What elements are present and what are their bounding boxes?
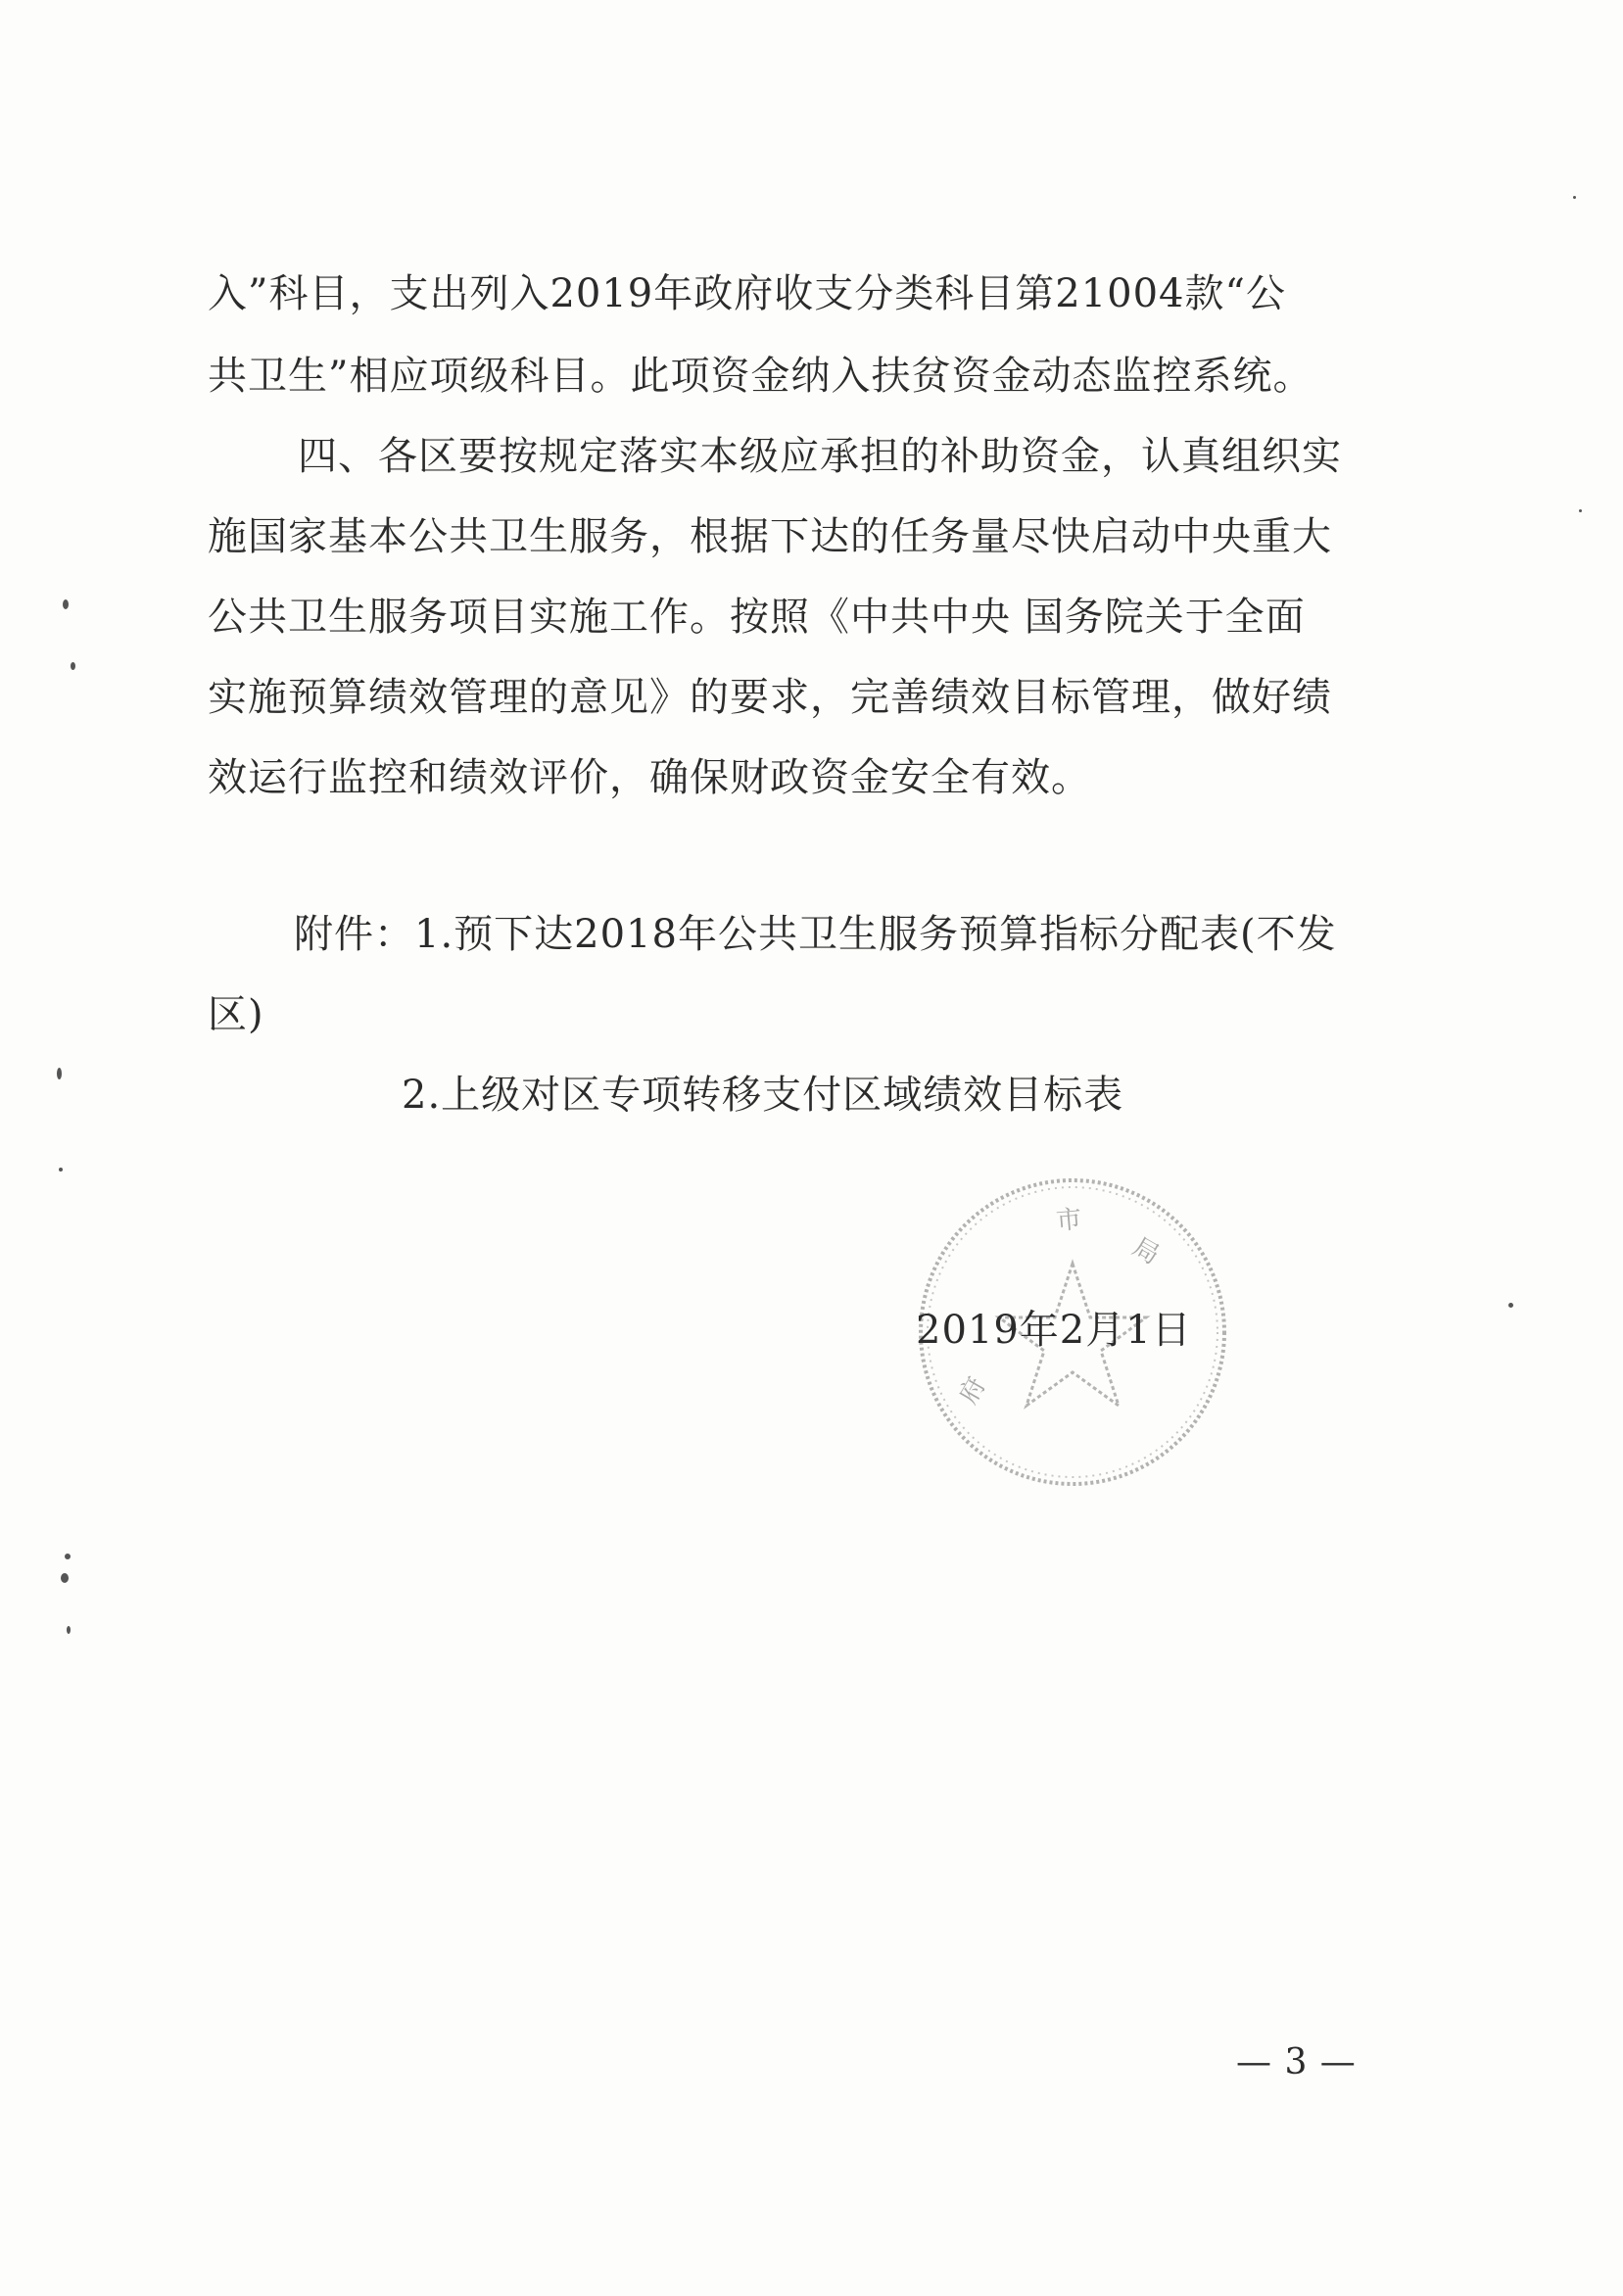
seal-text-right: 局	[1126, 1232, 1165, 1271]
attachment-2: 2.上级对区专项转移支付区域绩效目标表	[402, 1073, 1124, 1118]
signature-date: 2019年2月1日	[916, 1308, 1192, 1353]
body-line-2: 共卫生”相应项级科目。此项资金纳入扶贫资金动态监控系统。	[208, 354, 1313, 399]
body-line-1: 入”科目，支出列入2019年政府收支分类科目第21004款“公	[208, 271, 1286, 316]
page-number: — 3 —	[1236, 2042, 1357, 2082]
attachment-1-line-1: 附件：1.预下达2018年公共卫生服务预算指标分配表(不发	[294, 912, 1337, 957]
body-line-5: 公共卫生服务项目实施工作。按照《中共中央 国务院关于全面	[208, 595, 1306, 640]
seal-text-top: 市	[1054, 1204, 1083, 1237]
body-line-6: 实施预算绩效管理的意见》的要求，完善绩效目标管理，做好绩	[208, 675, 1332, 720]
seal-text-left: 府	[953, 1371, 992, 1410]
body-line-3: 四、各区要按规定落实本级应承担的补助资金，认真组织实	[298, 434, 1342, 479]
attachment-1-line-2: 区)	[208, 992, 264, 1037]
body-line-4: 施国家基本公共卫生服务，根据下达的任务量尽快启动中央重大	[208, 514, 1332, 559]
body-line-7: 效运行监控和绩效评价，确保财政资金安全有效。	[208, 755, 1091, 800]
